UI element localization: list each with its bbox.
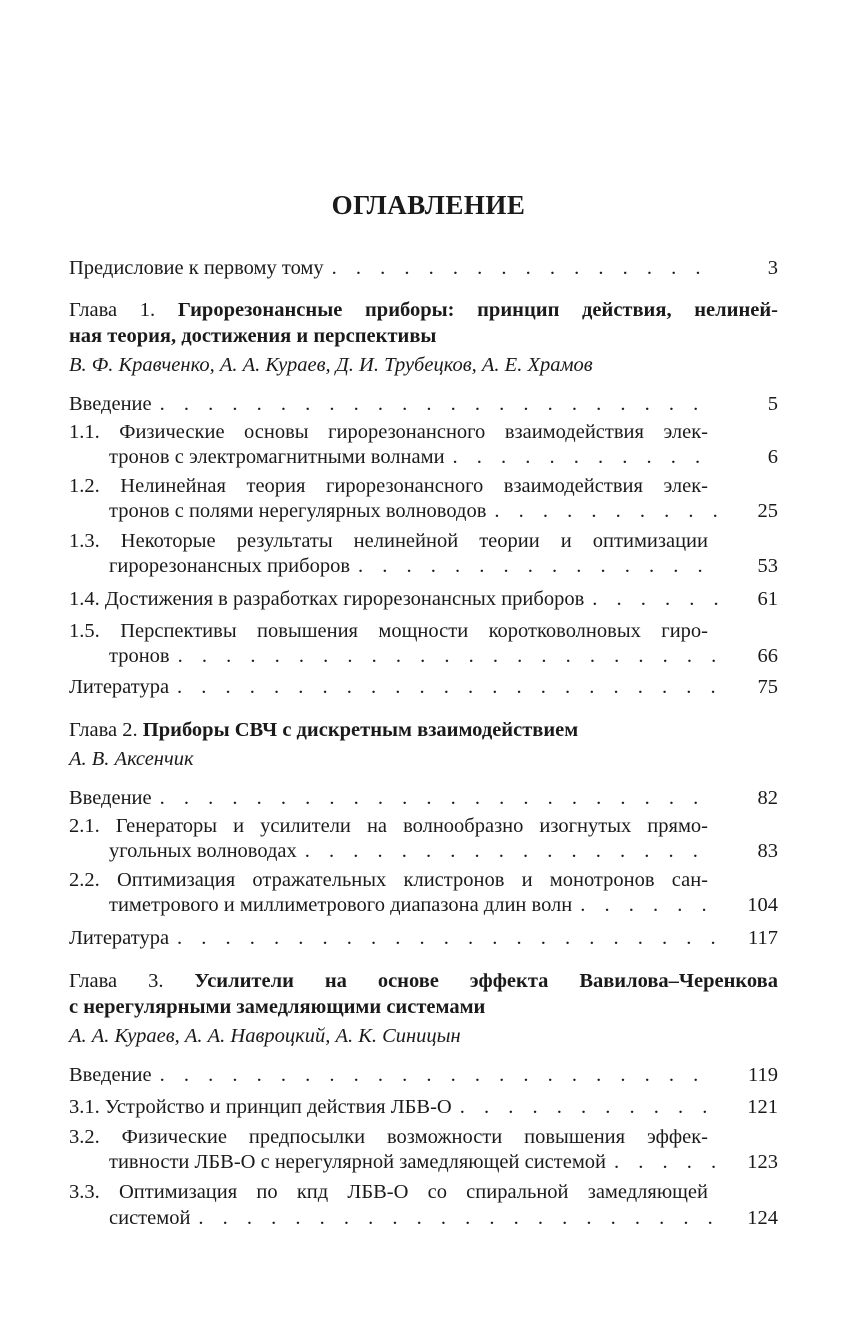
entry-page: 66 [757,645,778,667]
toc-entry-1-1-cont[interactable] [69,443,778,471]
leader-dots [160,390,718,418]
entry-page: 117 [748,927,778,949]
chapter-1-title-cont [69,322,778,350]
entry-page: 25 [757,500,778,522]
entry-title: гирорезонансных приборов [109,552,358,580]
entry-page: 83 [757,840,778,862]
toc-entry-1-3-cont[interactable] [69,552,778,580]
chapter-title-line1: Усилители на основе эффекта Вавилова–Черенкова [194,970,778,992]
entry-page: 124 [747,1207,778,1229]
entry-title: Введение [69,1061,160,1089]
entry-page: 6 [767,446,778,468]
toc-entry-1-2[interactable]: 1.2. Нелинейная теория гирорезонансного взаимодействия элек- [69,475,708,497]
chapter-3-title-cont [69,993,778,1021]
toc-entry-intro-1[interactable] [69,390,778,418]
toc-entry-intro-2[interactable] [69,784,778,812]
entry-title: Введение [69,784,160,812]
toc-entry-1-4[interactable] [69,585,778,613]
entry-title: Введение [69,390,160,418]
chapter-3-authors: А. А. Кураев, А. А. Навроцкий, А. К. Синицын [69,1025,461,1047]
leader-dots [358,552,718,580]
entry-page: 121 [747,1096,778,1118]
chapter-1-title[interactable] [69,296,778,324]
chapter-3-title[interactable] [69,967,778,995]
chapter-2-title[interactable] [69,716,778,744]
leader-dots [460,1093,718,1121]
entry-title: 3.1. Устройство и принцип действия ЛБВ-О [69,1093,460,1121]
toc-entry-2-1-cont[interactable] [69,837,778,865]
toc-entry-1-2-cont[interactable] [69,497,778,525]
entry-page: 75 [757,676,778,698]
entry-title: Литература [69,924,177,952]
entry-page: 3 [767,257,778,279]
leader-dots [614,1148,718,1176]
chapter-title-line2: с нерегулярными замедляющими системами [69,996,486,1018]
leader-dots [453,443,718,471]
entry-title: тиметрового и миллиметрового диапазона длин волн [109,891,580,919]
entry-page: 119 [748,1064,778,1086]
toc-entry-1-3[interactable]: 1.3. Некоторые результаты нелинейной теории и оптимизации [69,530,708,552]
leader-dots [305,837,718,865]
entry-page: 53 [757,555,778,577]
leader-dots [592,585,718,613]
page-title: ОГЛАВЛЕНИЕ [331,190,526,220]
leader-dots [178,642,718,670]
entry-page: 5 [767,393,778,415]
toc-entry-2-2[interactable]: 2.2. Оптимизация отражательных клистронов и монотронов сан- [69,869,708,891]
entry-page: 104 [747,894,778,916]
toc-entry-1-5[interactable]: 1.5. Перспективы повышения мощности коротковолновых гиро- [69,620,708,642]
toc-entry-intro-3[interactable] [69,1061,778,1089]
leader-dots [332,254,718,282]
toc-entry-lit-2[interactable] [69,924,778,952]
entry-title: системой [109,1204,198,1232]
chapter-1-authors: В. Ф. Кравченко, А. А. Кураев, Д. И. Трубецков, А. Е. Храмов [69,354,593,376]
leader-dots [160,784,718,812]
toc-entry-3-3-cont[interactable] [69,1204,778,1232]
leader-dots [177,673,718,701]
toc-entry-3-1[interactable] [69,1093,778,1121]
entry-title: тронов с полями нерегулярных волноводов [109,497,494,525]
entry-title: угольных волноводах [109,837,305,865]
entry-page: 123 [747,1151,778,1173]
entry-page: 82 [757,787,778,809]
entry-title: Предисловие к первому тому [69,254,332,282]
chapter-label: Глава 2. [69,719,138,741]
toc-entry-1-1[interactable]: 1.1. Физические основы гирорезонансного взаимодействия элек- [69,421,708,443]
entry-title: 1.4. Достижения в разработках гирорезонансных приборов [69,585,592,613]
chapter-title-line1: Приборы СВЧ с дискретным взаимодействием [142,719,579,741]
leader-dots [160,1061,718,1089]
entry-title: тронов с электромагнитными волнами [109,443,453,471]
toc-entry-2-1[interactable]: 2.1. Генераторы и усилители на волнообразно изогнутых прямо- [69,815,708,837]
chapter-title-line2: ная теория, достижения и перспективы [69,325,437,347]
entry-title: тивности ЛБВ-О с нерегулярной замедляющей системой [109,1148,614,1176]
leader-dots [177,924,718,952]
entry-page: 61 [757,588,778,610]
chapter-2-authors: А. В. Аксенчик [69,748,194,770]
toc-entry-3-2[interactable]: 3.2. Физические предпосылки возможности повышения эффек- [69,1126,708,1148]
toc-entry-1-5-cont[interactable] [69,642,778,670]
toc-entry-3-2-cont[interactable] [69,1148,778,1176]
toc-entry-3-3[interactable]: 3.3. Оптимизация по кпд ЛБВ-О со спиральной замедляющей [69,1181,708,1203]
toc-entry-preface[interactable] [69,254,778,282]
toc-entry-2-2-cont[interactable] [69,891,778,919]
entry-title: тронов [109,642,178,670]
chapter-label: Глава 3. [69,970,164,992]
entry-title: Литература [69,673,177,701]
leader-dots [198,1204,718,1232]
toc-entry-lit-1[interactable] [69,673,778,701]
chapter-title-line1: Гирорезонансные приборы: принцип действия, нелиней- [177,299,779,321]
leader-dots [494,497,718,525]
leader-dots [580,891,718,919]
chapter-label: Глава 1. [69,299,156,321]
